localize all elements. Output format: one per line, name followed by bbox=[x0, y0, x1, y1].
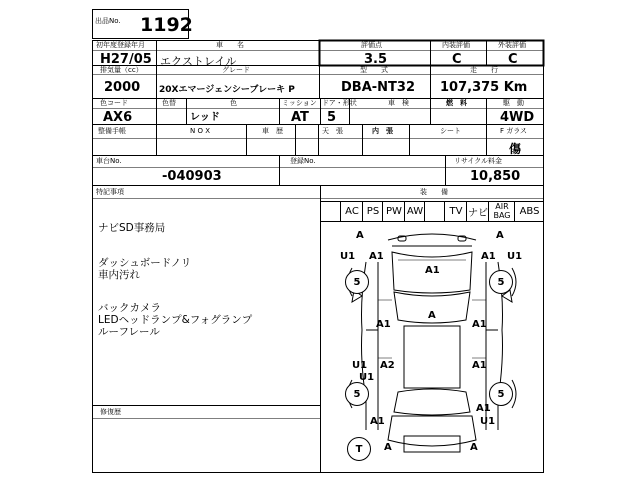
grade-value: 20Xエマージェンシーブレーキ P bbox=[159, 85, 295, 95]
recycle-label: リサイクル料金 bbox=[454, 157, 503, 165]
color-value: レッド bbox=[190, 112, 220, 123]
color-change-label: 色替 bbox=[162, 99, 176, 107]
grade-label: グレード bbox=[222, 66, 250, 74]
windshield-value: 傷 bbox=[509, 142, 522, 156]
mark-rear-left: A bbox=[384, 442, 392, 453]
interior-eval-value: C bbox=[452, 52, 462, 67]
mark-hood: A1 bbox=[425, 265, 440, 276]
regno-label: 登録No. bbox=[290, 157, 316, 165]
spare-tire: T bbox=[347, 437, 371, 461]
headliner-label: 天 張 bbox=[322, 127, 343, 135]
equip-tv: TV bbox=[444, 201, 467, 221]
color-code-label: 色コード bbox=[100, 99, 128, 107]
equipment-label: 装 備 bbox=[420, 188, 448, 196]
note-dashboard: ダッシュボードノリ 車内汚れ bbox=[98, 257, 192, 281]
chassis-label: 車台No. bbox=[96, 157, 122, 165]
mark-roof: A bbox=[428, 310, 436, 321]
tire-front-left: 5 bbox=[345, 270, 369, 294]
color-code-value: AX6 bbox=[103, 110, 133, 125]
tire-rear-left: 5 bbox=[345, 382, 369, 406]
nox-label: N O X bbox=[190, 127, 210, 135]
reg-label: 初年度登録年月 bbox=[96, 41, 145, 49]
model-label: 型 式 bbox=[360, 66, 388, 74]
equip-abs: ABS bbox=[514, 201, 544, 221]
mission-label: ミッション bbox=[282, 99, 317, 107]
repair-history-label: 修復歴 bbox=[100, 408, 121, 416]
recycle-value: 10,850 bbox=[470, 169, 521, 184]
equip-ps: PS bbox=[362, 201, 383, 221]
seat-label: シート bbox=[440, 127, 461, 135]
mark-right-fender-u1: U1 bbox=[507, 251, 523, 262]
mark-left-fender-u1: U1 bbox=[340, 251, 356, 262]
reg-value: H27/05 bbox=[100, 52, 152, 67]
equip-navi: ナビ bbox=[466, 201, 489, 221]
mark-front-left: A bbox=[356, 230, 364, 241]
windshield-label: F ガラス bbox=[500, 127, 528, 135]
car-name-label: 車 名 bbox=[216, 41, 244, 49]
car-name-value: エクストレイル bbox=[160, 55, 237, 68]
inspection-label: 車 検 bbox=[388, 99, 409, 107]
mark-left-rear-u1: U1 bbox=[352, 360, 368, 371]
mark-right-fender-a1: A1 bbox=[481, 251, 496, 262]
equip-airbag: AIR BAG bbox=[488, 201, 515, 221]
displacement-label: 排気量（cc） bbox=[100, 66, 143, 74]
lot-number: 1192 bbox=[140, 14, 193, 36]
interior-trim-label: 内 張 bbox=[372, 127, 393, 135]
mark-rear-quarter-right-u1: U1 bbox=[480, 416, 496, 427]
equip-blank bbox=[424, 201, 445, 221]
maintenance-book-label: 整備手帳 bbox=[98, 127, 126, 135]
mark-right-front-door: A1 bbox=[472, 319, 487, 330]
note-navi: ナビSD事務局 bbox=[98, 222, 166, 234]
color-label: 色 bbox=[230, 99, 237, 107]
exterior-eval-label: 外装評価 bbox=[498, 41, 526, 49]
chassis-value: -040903 bbox=[162, 169, 222, 184]
mark-left-rear-a2: A2 bbox=[380, 360, 395, 371]
tire-front-right: 5 bbox=[489, 270, 513, 294]
drive-value: 4WD bbox=[500, 110, 535, 125]
score-value: 3.5 bbox=[364, 52, 388, 67]
displacement-value: 2000 bbox=[104, 80, 141, 95]
notes-label: 特記事項 bbox=[96, 188, 124, 196]
mark-left-front-door: A1 bbox=[376, 319, 391, 330]
history-label: 車 歴 bbox=[262, 127, 283, 135]
fuel-label: 燃 料 bbox=[446, 99, 467, 107]
mark-right-rear-a1: A1 bbox=[472, 360, 487, 371]
mark-rear-quarter-right: A1 bbox=[476, 403, 491, 414]
mark-left-fender-a1: A1 bbox=[369, 251, 384, 262]
equip-ac: AC bbox=[340, 201, 363, 221]
mission-value: AT bbox=[291, 110, 309, 125]
lot-label: 出品No. bbox=[95, 17, 121, 25]
model-value: DBA-NT32 bbox=[341, 80, 415, 95]
exterior-eval-value: C bbox=[508, 52, 518, 67]
mileage-label: 走 行 bbox=[470, 66, 498, 74]
doors-label: ドア・形状 bbox=[322, 99, 357, 107]
interior-eval-label: 内装評価 bbox=[442, 41, 470, 49]
mileage-value: 107,375 Km bbox=[440, 80, 528, 95]
note-equipment: バックカメラ LEDヘッドランプ&フォグランプ ルーフレール bbox=[98, 302, 253, 338]
mark-left-rear-lower-u1: U1 bbox=[359, 372, 375, 383]
equip-aw: AW bbox=[404, 201, 425, 221]
mark-rear-quarter-left: A1 bbox=[370, 416, 385, 427]
drive-label: 駆 動 bbox=[503, 99, 524, 107]
mark-front-right: A bbox=[496, 230, 504, 241]
equip-pw: PW bbox=[382, 201, 405, 221]
mark-rear-right: A bbox=[470, 442, 478, 453]
tire-rear-right: 5 bbox=[489, 382, 513, 406]
score-label: 評価点 bbox=[361, 41, 382, 49]
doors-value: 5 bbox=[327, 110, 337, 125]
